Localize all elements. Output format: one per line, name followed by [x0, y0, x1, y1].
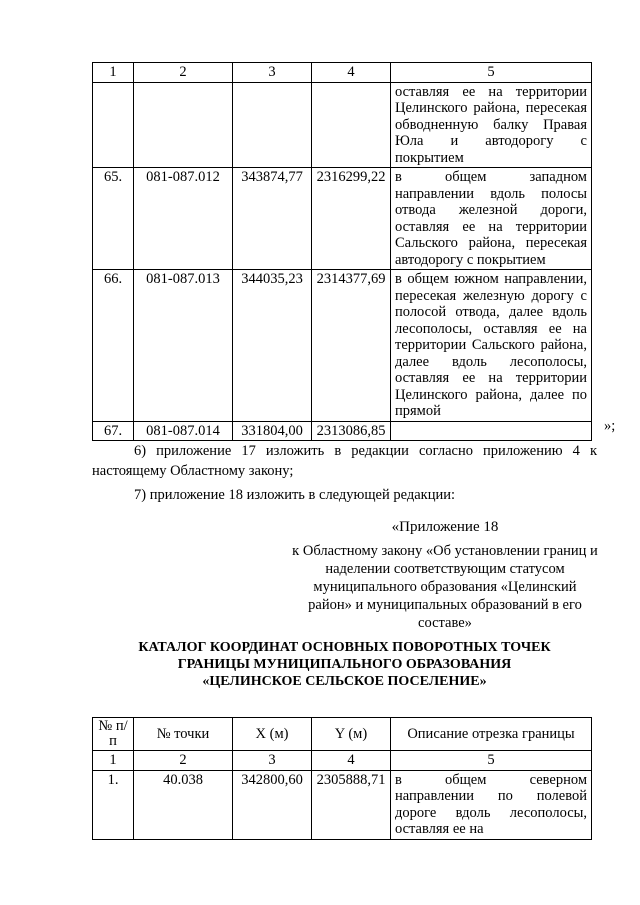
- row-number: 66.: [93, 270, 134, 422]
- column-number: 1: [93, 751, 134, 771]
- column-number: 2: [134, 751, 233, 771]
- catalog-title-line: КАТАЛОГ КООРДИНАТ ОСНОВНЫХ ПОВОРОТНЫХ ТОЧЕК: [138, 640, 551, 655]
- segment-description: в общем южном направлении, пересекая железную дорогу с полосой отвода, далее вдоль лесополосы, оставляя ее на территории Сальского района, далее вдоль лесополосы, оставляя ее на территории Целинского района, далее по прямой: [391, 270, 592, 422]
- x-coordinate: 343874,77: [233, 168, 312, 270]
- y-coordinate: 2313086,85: [312, 421, 391, 441]
- point-id: 40.038: [134, 770, 233, 839]
- table-row: [93, 770, 592, 839]
- paragraph-item-7: 7) приложение 18 изложить в следующей редакции:: [134, 487, 456, 503]
- x-coordinate: 331804,00: [233, 421, 312, 441]
- header-cell: Y (м): [312, 718, 391, 751]
- appendix-subtitle: к Областному закону «Об установлении границ и наделении соответствующим статусом муниципального образования «Целинский район» и муниципальных образований в его составе»: [292, 543, 598, 631]
- column-number: 4: [312, 751, 391, 771]
- segment-description: [391, 421, 592, 441]
- x-coordinate: 344035,23: [233, 270, 312, 422]
- point-id: 081-087.012: [134, 168, 233, 270]
- segment-description: оставляя ее на территории Целинского района, пересекая обводненную балку Правая Юла и автодорогу с покрытием: [391, 82, 592, 168]
- column-number: 3: [233, 751, 312, 771]
- column-number: 4: [312, 63, 391, 83]
- column-number-row: [93, 63, 592, 83]
- y-coordinate: 2314377,69: [312, 270, 391, 422]
- segment-description: в общем западном направлении вдоль полосы отвода железной дороги, оставляя ее на территории Сальского района, пересекая автодорогу с покрытием: [391, 168, 592, 270]
- catalog-title: [92, 639, 597, 690]
- table-row: [93, 168, 592, 270]
- header-row: [93, 718, 592, 751]
- y-coordinate: 2316299,22: [312, 168, 391, 270]
- row-number: 67.: [93, 421, 134, 441]
- y-coordinate: 2305888,71: [312, 770, 391, 839]
- paragraph-item-6: 6) приложение 17 изложить в редакции согласно приложению 4 к настоящему Областному закону;: [92, 443, 597, 479]
- header-cell: X (м): [233, 718, 312, 751]
- appendix-heading: [290, 518, 600, 632]
- appendix-title: «Приложение 18: [391, 519, 499, 535]
- catalog-title-line: ГРАНИЦЫ МУНИЦИПАЛЬНОГО ОБРАЗОВАНИЯ: [177, 657, 512, 672]
- column-number: 5: [391, 63, 592, 83]
- x-coordinate: 342800,60: [233, 770, 312, 839]
- column-number-row: [93, 751, 592, 771]
- row-number: 65.: [93, 168, 134, 270]
- table-row: [93, 270, 592, 422]
- table-row: [93, 421, 592, 441]
- x-coordinate: [233, 82, 312, 168]
- column-number: 3: [233, 63, 312, 83]
- column-number: 2: [134, 63, 233, 83]
- closing-quote-mark: »;: [604, 418, 616, 434]
- y-coordinate: [312, 82, 391, 168]
- row-number: 1.: [93, 770, 134, 839]
- row-number: [93, 82, 134, 168]
- segment-description: в общем северном направлении по полевой дороге вдоль лесополосы, оставляя ее на: [391, 770, 592, 839]
- catalog-title-line: «ЦЕЛИНСКОЕ СЕЛЬСКОЕ ПОСЕЛЕНИЕ»: [202, 674, 487, 689]
- header-cell: № точки: [134, 718, 233, 751]
- column-number: 1: [93, 63, 134, 83]
- point-id: [134, 82, 233, 168]
- header-cell: Описание отрезка границы: [391, 718, 592, 751]
- column-number: 5: [391, 751, 592, 771]
- header-cell: № п/п: [93, 718, 134, 751]
- point-id: 081-087.014: [134, 421, 233, 441]
- table-row: [93, 82, 592, 168]
- coordinates-table-continued: [92, 62, 592, 441]
- point-id: 081-087.013: [134, 270, 233, 422]
- coordinates-catalog-table: [92, 717, 592, 840]
